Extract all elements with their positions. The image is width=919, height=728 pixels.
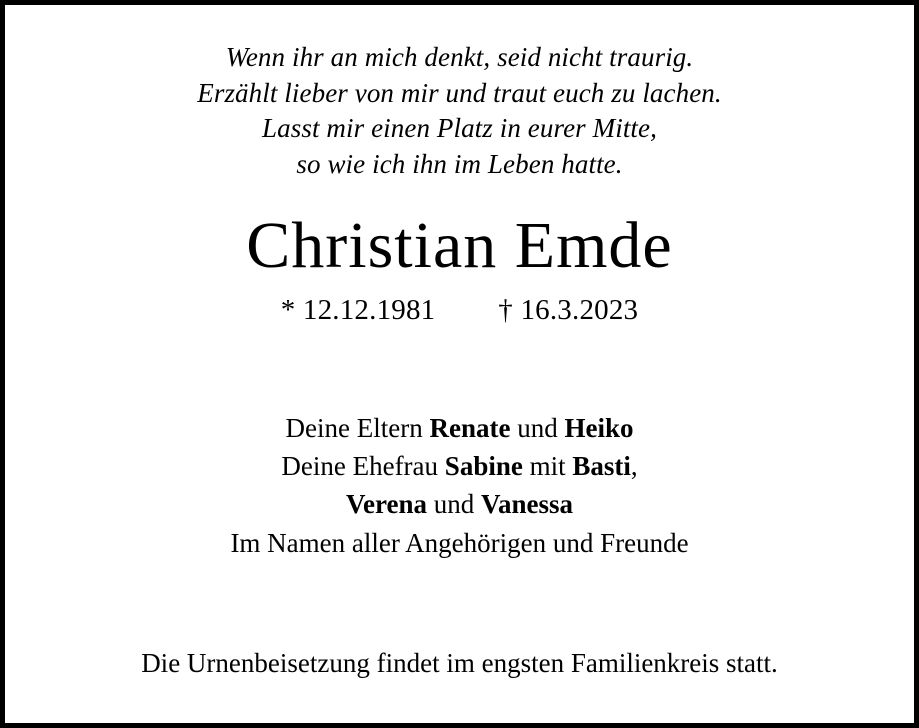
- wife-name: Sabine: [444, 451, 523, 482]
- family-block: [46, 409, 873, 562]
- deceased-name: Christian Emde: [246, 208, 673, 282]
- family-line-children: [46, 485, 873, 523]
- family-line-all: Im Namen aller Angehörigen und Freunde: [230, 527, 689, 558]
- children-conjunction: und: [426, 489, 481, 520]
- wife-line-suffix: ,: [630, 451, 638, 482]
- parents-conjunction: und: [510, 412, 565, 443]
- life-dates: [46, 294, 873, 327]
- obituary-inner: [5, 5, 914, 723]
- parents-prefix: Deine Eltern: [285, 412, 430, 443]
- parent-name-2: Heiko: [564, 412, 634, 443]
- parent-name-1: Renate: [429, 412, 511, 443]
- child-name-3: Vanessa: [480, 489, 574, 520]
- poem-line-3: Lasst mir einen Platz in eurer Mitte,: [262, 113, 657, 144]
- wife-conjunction: mit: [522, 451, 573, 482]
- family-line-parents: [46, 409, 873, 447]
- poem-line-1: Wenn ihr an mich denkt, seid nicht traurig.: [225, 42, 694, 72]
- poem-line-2: Erzählt lieber von mir und traut euch zu lachen.: [197, 77, 722, 108]
- poem-line-4: so wie ich ihn im Leben hatte.: [296, 148, 623, 179]
- birth-date: * 12.12.1981: [280, 293, 436, 326]
- child-name-1: Basti: [572, 451, 631, 482]
- poem-block: [46, 40, 873, 183]
- wife-prefix: Deine Ehefrau: [281, 451, 445, 482]
- family-line-wife: [46, 447, 873, 485]
- closing-note: Die Urnenbeisetzung findet im engsten Familienkreis statt.: [141, 648, 778, 679]
- death-date: † 16.3.2023: [498, 293, 639, 326]
- child-name-2: Verena: [345, 489, 427, 520]
